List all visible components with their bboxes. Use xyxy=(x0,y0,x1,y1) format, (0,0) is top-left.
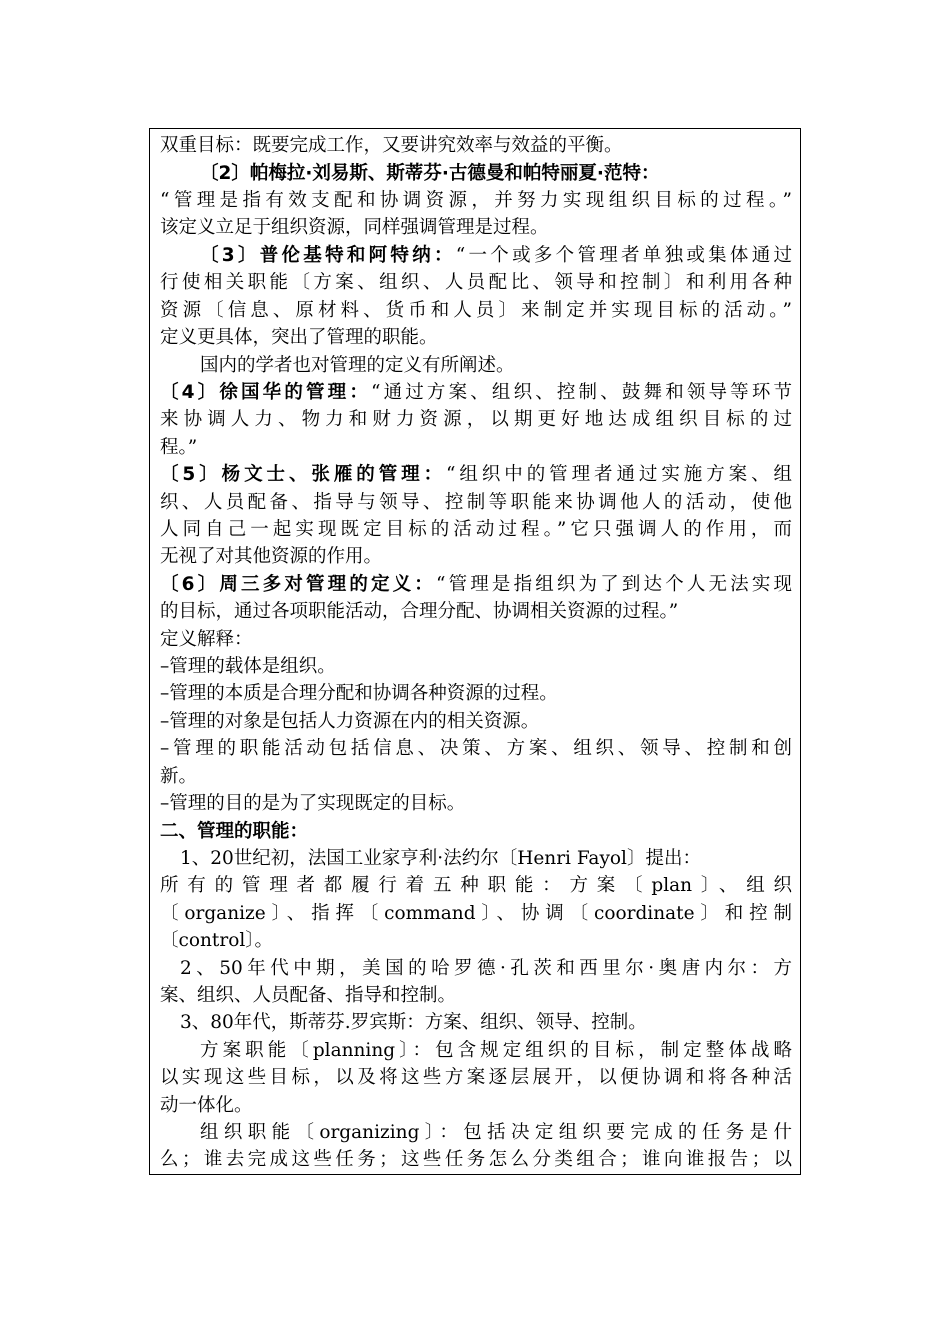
section-heading: 二、管理的职能： xyxy=(160,821,309,842)
text-line: 动一体化。 xyxy=(160,1095,253,1116)
text-line: 来协调人力、物力和财力资源，以期更好地达成组织目标的过 xyxy=(160,409,792,430)
quote-text: “通过方案、组织、控制、鼓舞和领导等环节 xyxy=(370,382,792,403)
text-line: 行使相关职能〔方案、组织、人员配比、领导和控制〕和利用各种 xyxy=(160,272,792,293)
text-line xyxy=(160,160,792,188)
list-item: –管理的载体是组织。 xyxy=(160,656,336,677)
list-item: –管理的对象是包括人力资源在内的相关资源。 xyxy=(160,711,540,732)
text-line: 案、组织、人员配备、指导和控制。 xyxy=(160,985,457,1006)
text-line: 新。 xyxy=(160,766,198,787)
text-line: 〔control〕。 xyxy=(160,930,273,951)
text-line: 该定义立足于组织资源，同样强调管理是过程。 xyxy=(160,217,549,238)
text-line: 所有的管理者都履行着五种职能：方案〔plan〕、组织 xyxy=(160,875,792,896)
text-line: 资源〔信息、原材料、货币和人员〕来制定并实现目标的活动。” xyxy=(160,300,792,321)
text-line: 定义解释： xyxy=(160,629,253,650)
text-line: 方案职能〔planning〕：包含规定组织的目标，制定整体战略 xyxy=(200,1040,792,1061)
quote-text: “组织中的管理者通过实施方案、组 xyxy=(446,464,792,485)
text-line: 么；谁去完成这些任务；这些任务怎么分类组合；谁向谁报告；以 xyxy=(160,1149,792,1170)
text-line: 无视了对其他资源的作用。 xyxy=(160,546,383,567)
text-line xyxy=(160,571,792,599)
heading-4: 〔4〕徐国华的管理： xyxy=(160,382,371,403)
quote-text: “管理是指组织为了到达个人无法实现 xyxy=(435,574,792,595)
text-line: 2、50年代中期，美国的哈罗德·孔茨和西里尔·奥唐内尔：方 xyxy=(180,958,792,979)
text-line: 织、人员配备、指导与领导、控制等职能来协调他人的活动，使他 xyxy=(160,492,792,513)
text-line: “管理是指有效支配和协调资源，并努力实现组织目标的过程。” xyxy=(160,190,792,211)
heading-6: 〔6〕周三多对管理的定义： xyxy=(160,574,436,595)
heading-2: 〔2〕帕梅拉·刘易斯、斯蒂芬·古德曼和帕特丽夏·范特： xyxy=(200,163,660,184)
text-line: 以实现这些目标，以及将这些方案逐层展开，以便协调和将各种活 xyxy=(160,1067,792,1088)
heading-5: 〔5〕杨文士、张雁的管理： xyxy=(160,464,447,485)
text-line xyxy=(160,242,792,270)
text-line: 双重目标：既要完成工作，又要讲究效率与效益的平衡。 xyxy=(160,135,623,156)
list-item: –管理的目的是为了实现既定的目标。 xyxy=(160,793,466,814)
quote-text: “一个或多个管理者单独或集体通过 xyxy=(455,245,792,266)
list-item: –管理的本质是合理分配和协调各种资源的过程。 xyxy=(160,683,558,704)
text-line: 程。” xyxy=(160,437,198,458)
text-line: 〔organize〕、指挥〔command〕、协调〔coordinate〕和控制 xyxy=(160,903,792,924)
text-line: 的目标，通过各项职能活动，合理分配、协调相关资源的过程。” xyxy=(160,601,679,622)
text-line xyxy=(160,379,792,407)
heading-3: 〔3〕普伦基特和阿特纳： xyxy=(200,245,456,266)
text-line: 国内的学者也对管理的定义有所阐述。 xyxy=(200,355,515,376)
text-line: 组织职能〔organizing〕：包括决定组织要完成的任务是什 xyxy=(200,1122,792,1143)
list-item: –管理的职能活动包括信息、决策、方案、组织、领导、控制和创 xyxy=(160,738,792,759)
text-line: 1、20世纪初，法国工业家亨利·法约尔〔Henri Fayol〕提出： xyxy=(180,848,701,869)
text-line xyxy=(160,461,792,489)
text-line: 定义更具体，突出了管理的职能。 xyxy=(160,327,438,348)
text-line: 3、80年代，斯蒂芬.罗宾斯：方案、组织、领导、控制。 xyxy=(180,1012,647,1033)
text-line: 人同自己一起实现既定目标的活动过程。”它只强调人的作用，而 xyxy=(160,519,792,540)
